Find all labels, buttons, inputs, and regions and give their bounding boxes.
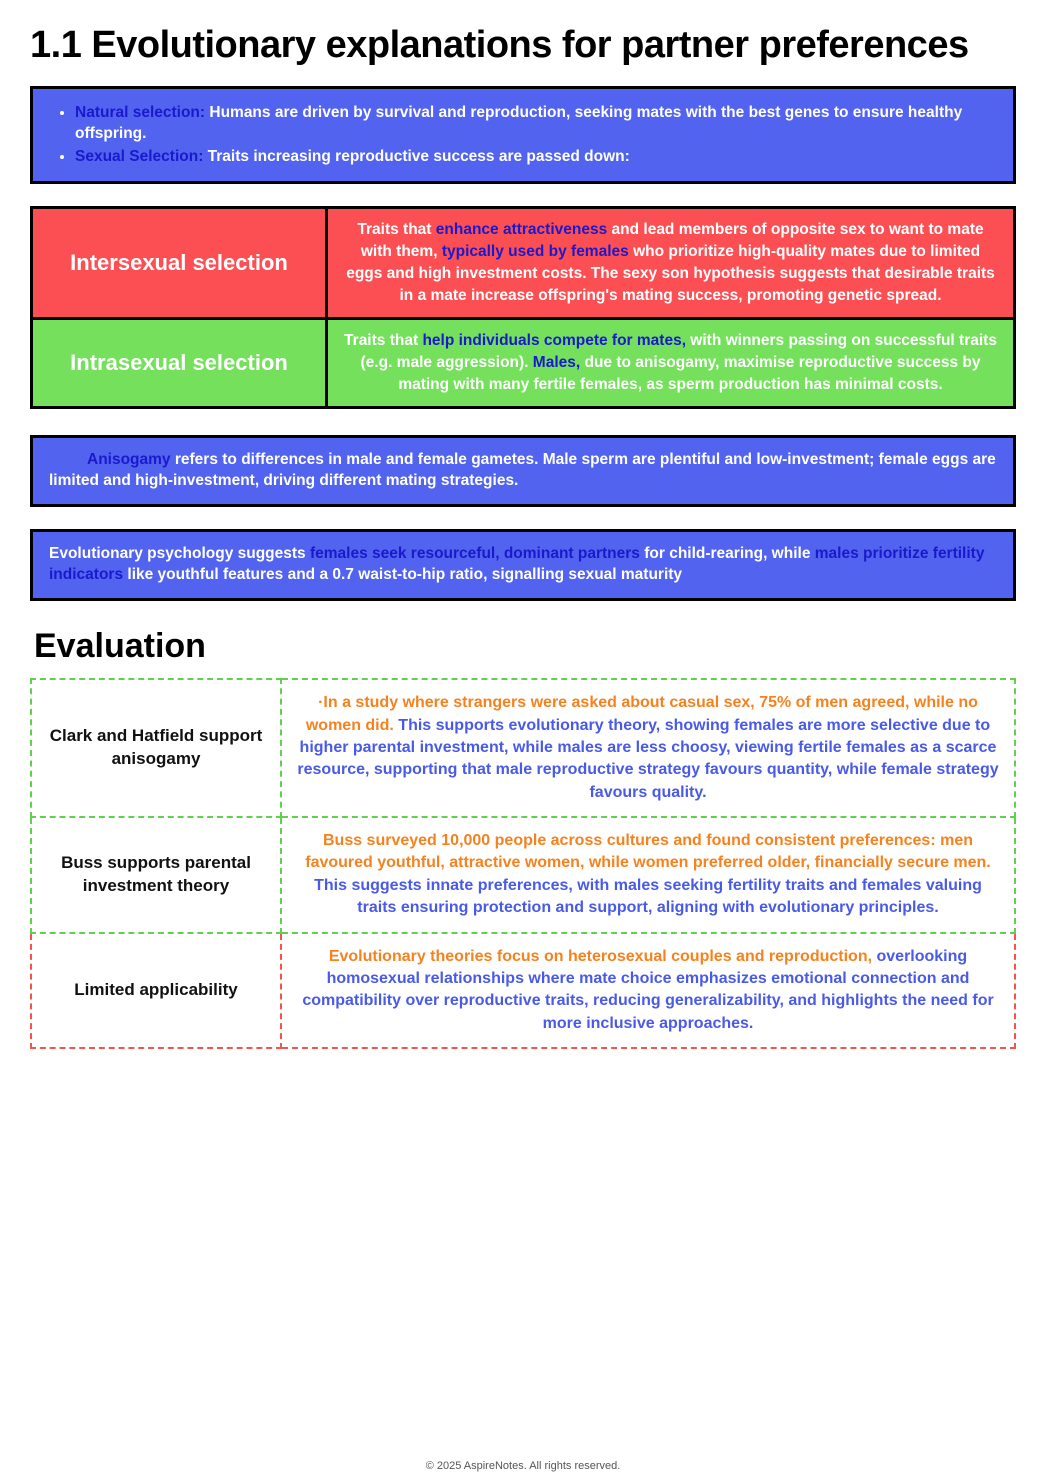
table-row (31, 933, 1015, 1049)
segment-plain: like youthful features and a 0.7 waist-to-hip ratio, signalling sexual maturity (123, 566, 683, 584)
evaluation-row-body (281, 679, 1015, 817)
selection-types-table (30, 206, 1016, 409)
anisogamy-text: refers to differences in male and female gametes. Male sperm are plentiful and low-investment; female eggs are limited and high-investment, driving different mating strategies. (49, 451, 996, 490)
segment-keyword: help individuals compete for mates, (422, 332, 686, 350)
evaluation-table (30, 678, 1016, 1049)
evaluation-row-body (281, 933, 1015, 1049)
segment-plain: Traits that (344, 332, 423, 350)
intro-bullet-list (49, 103, 997, 168)
segment-plain: with winners passing on successful traits (e.g. male aggression). (360, 332, 997, 372)
bullet-lead: Natural selection: (75, 103, 206, 121)
segment-plain: This suggests innate preferences, with males seeking fertility traits and females valuing traits ensuring protection and support, aligning with evolutionary principles. (314, 876, 982, 917)
evolutionary-psychology-box (30, 529, 1016, 601)
evaluation-row-body (281, 817, 1015, 933)
intrasexual-selection-body (327, 319, 1015, 408)
bullet-text: Humans are driven by survival and reproduction, seeking mates with the best genes to ensure healthy offspring. (75, 103, 963, 142)
segment-keyword: typically used by females (441, 243, 629, 261)
copyright-footer: © 2025 AspireNotes. All rights reserved. (425, 1460, 621, 1472)
evaluation-heading: Evaluation (34, 627, 206, 666)
intrasexual-selection-label: Intrasexual selection (32, 319, 327, 408)
segment-plain: for child-rearing, while (639, 545, 815, 563)
segment-plain: due to anisogamy, maximise reproductive success by mating with many fertile females, as sperm production has minimal costs. (398, 354, 981, 394)
bullet-text: Traits increasing reproductive success are passed down: (203, 147, 630, 165)
intersexual-selection-label: Intersexual selection (32, 208, 327, 319)
segment-plain: who prioritize high-quality mates due to limited eggs and high investment costs. The sexy son hypothesis suggests that desirable traits in a mate increase offspring's mating success, promoting genetic spread. (346, 243, 995, 305)
list-item (75, 103, 997, 145)
segment-plain: and lead members of opposite sex to want to mate with them, (360, 221, 984, 261)
evaluation-row-label: Limited applicability (31, 933, 281, 1049)
anisogamy-keyword: Anisogamy (87, 451, 171, 469)
evaluation-row-label: Clark and Hatfield support anisogamy (31, 679, 281, 817)
evaluation-row-label: Buss supports parental investment theory (31, 817, 281, 933)
segment-plain: This supports evolutionary theory, showing females are more selective due to higher parental investment, while males are less choosy, viewing fertile females as a scarce resource, supporting that male reproductive strategy favours quantity, while female strategy favours quality. (297, 716, 999, 801)
segment-highlight: Evolutionary theories focus on heterosexual couples and reproduction, (328, 947, 873, 965)
segment-highlight: Buss surveyed 10,000 people across cultures and found consistent preferences: men favoured youthful, attractive women, while women preferred older, financially secure men. (305, 832, 991, 872)
segment-keyword: enhance attractiveness (435, 221, 608, 239)
segment-plain: Evolutionary psychology suggests (49, 545, 310, 563)
segment-keyword: males prioritize fertility indicators (49, 545, 985, 584)
anisogamy-box (30, 435, 1016, 507)
table-row (32, 208, 1015, 319)
table-row (31, 679, 1015, 817)
intro-box (30, 86, 1016, 185)
segment-plain: Traits that (357, 221, 436, 239)
table-row (31, 817, 1015, 933)
bullet-lead: Sexual Selection: (75, 147, 204, 165)
table-row (32, 319, 1015, 408)
segment-plain: overlooking homosexual relationships where mate choice emphasizes emotional connection and compatibility over reproductive traits, reducing generalizability, and highlights the need for more inclusive approaches. (302, 947, 994, 1032)
page-title: 1.1 Evolutionary explanations for partner preferences (30, 24, 969, 66)
list-item (75, 147, 997, 168)
intersexual-selection-body (327, 208, 1015, 319)
segment-keyword: females seek resourceful, dominant partners (309, 545, 640, 563)
segment-keyword: Males, (532, 354, 581, 372)
segment-highlight: ·In a study where strangers were asked about casual sex, 75% of men agreed, while no women did. (305, 694, 978, 734)
